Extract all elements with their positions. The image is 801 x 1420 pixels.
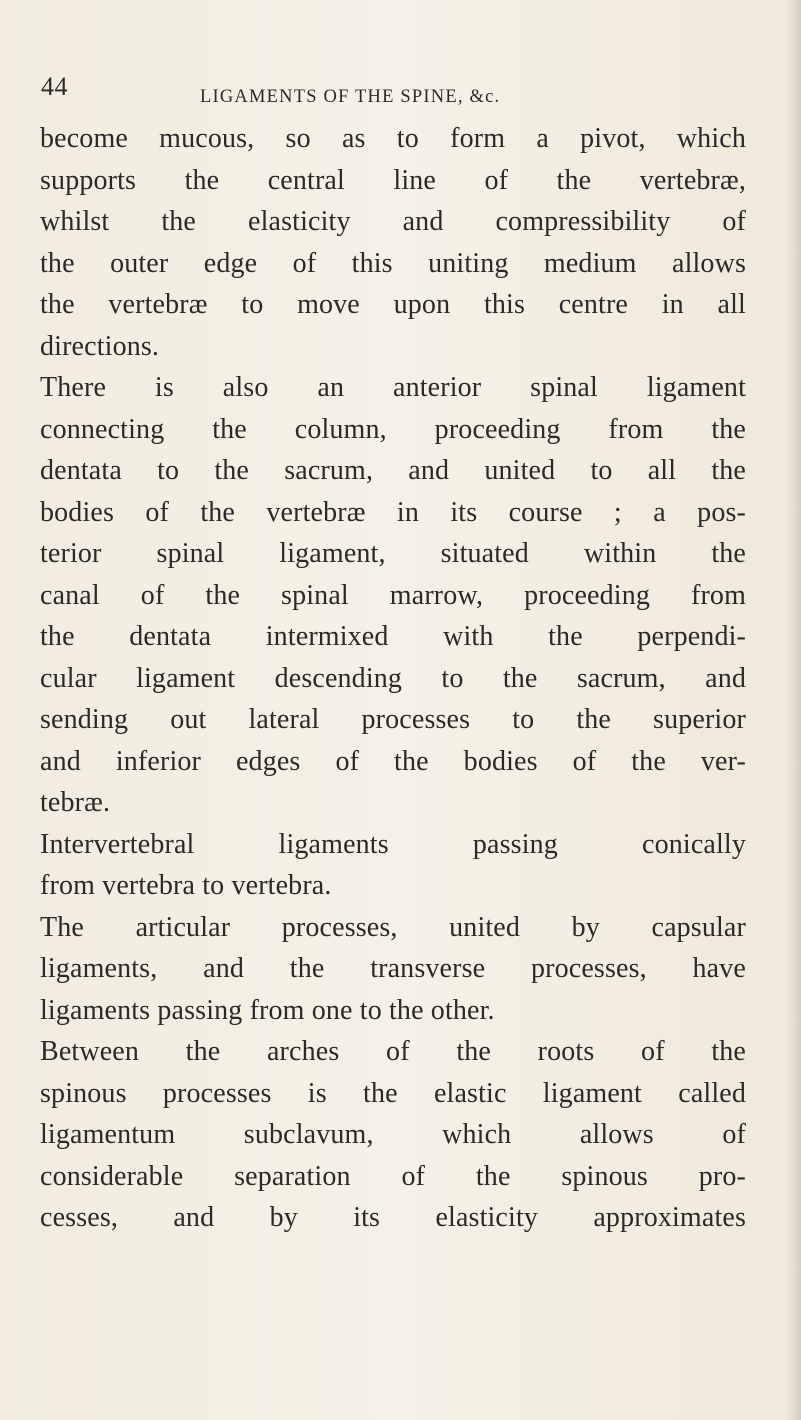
text-line: ligaments, and the transverse processes, have xyxy=(40,953,746,984)
body-text xyxy=(40,118,746,1239)
text-line: cular ligament descending to the sacrum, and xyxy=(40,662,746,694)
text-line: sending out lateral processes to the superior xyxy=(40,704,746,735)
text-line: canal of the spinal marrow, proceeding from xyxy=(40,579,746,611)
text-line: considerable separation of the spinous pro- xyxy=(40,1160,746,1192)
text-line: supports the central line of the vertebræ, xyxy=(40,164,746,196)
page-edge-shadow xyxy=(785,0,801,1420)
text-line: terior spinal ligament, situated within the xyxy=(40,538,746,569)
text-line: bodies of the vertebræ in its course ; a pos- xyxy=(40,496,746,528)
text-line: cesses, and by its elasticity approximates xyxy=(40,1202,746,1233)
running-head: LIGAMENTS OF THE SPINE, &c. xyxy=(200,87,501,107)
text-line: dentata to the sacrum, and united to all the xyxy=(40,455,746,486)
text-line: directions. xyxy=(40,330,160,362)
text-line: There is also an anterior spinal ligament xyxy=(40,372,746,403)
text-line: ligamentum subclavum, which allows of xyxy=(40,1119,746,1150)
text-line: and inferior edges of the bodies of the ver- xyxy=(40,745,746,777)
text-line: tebræ. xyxy=(40,787,111,818)
text-line: ligaments passing from one to the other. xyxy=(40,994,495,1026)
text-line: The articular processes, united by capsular xyxy=(40,911,746,943)
text-line: the outer edge of this uniting medium allows xyxy=(40,247,746,279)
text-line: Between the arches of the roots of the xyxy=(40,1036,746,1067)
text-line: spinous processes is the elastic ligament called xyxy=(40,1077,746,1109)
text-line: become mucous, so as to form a pivot, which xyxy=(40,123,746,154)
text-line: Intervertebral ligaments passing conically xyxy=(40,828,746,860)
text-line: from vertebra to vertebra. xyxy=(40,870,332,901)
page-number: 44 xyxy=(41,72,68,101)
text-line: the vertebræ to move upon this centre in all xyxy=(40,289,746,320)
text-line: whilst the elasticity and compressibility of xyxy=(40,206,746,237)
text-line: the dentata intermixed with the perpendi- xyxy=(40,621,746,652)
text-line: connecting the column, proceeding from the xyxy=(40,413,746,445)
